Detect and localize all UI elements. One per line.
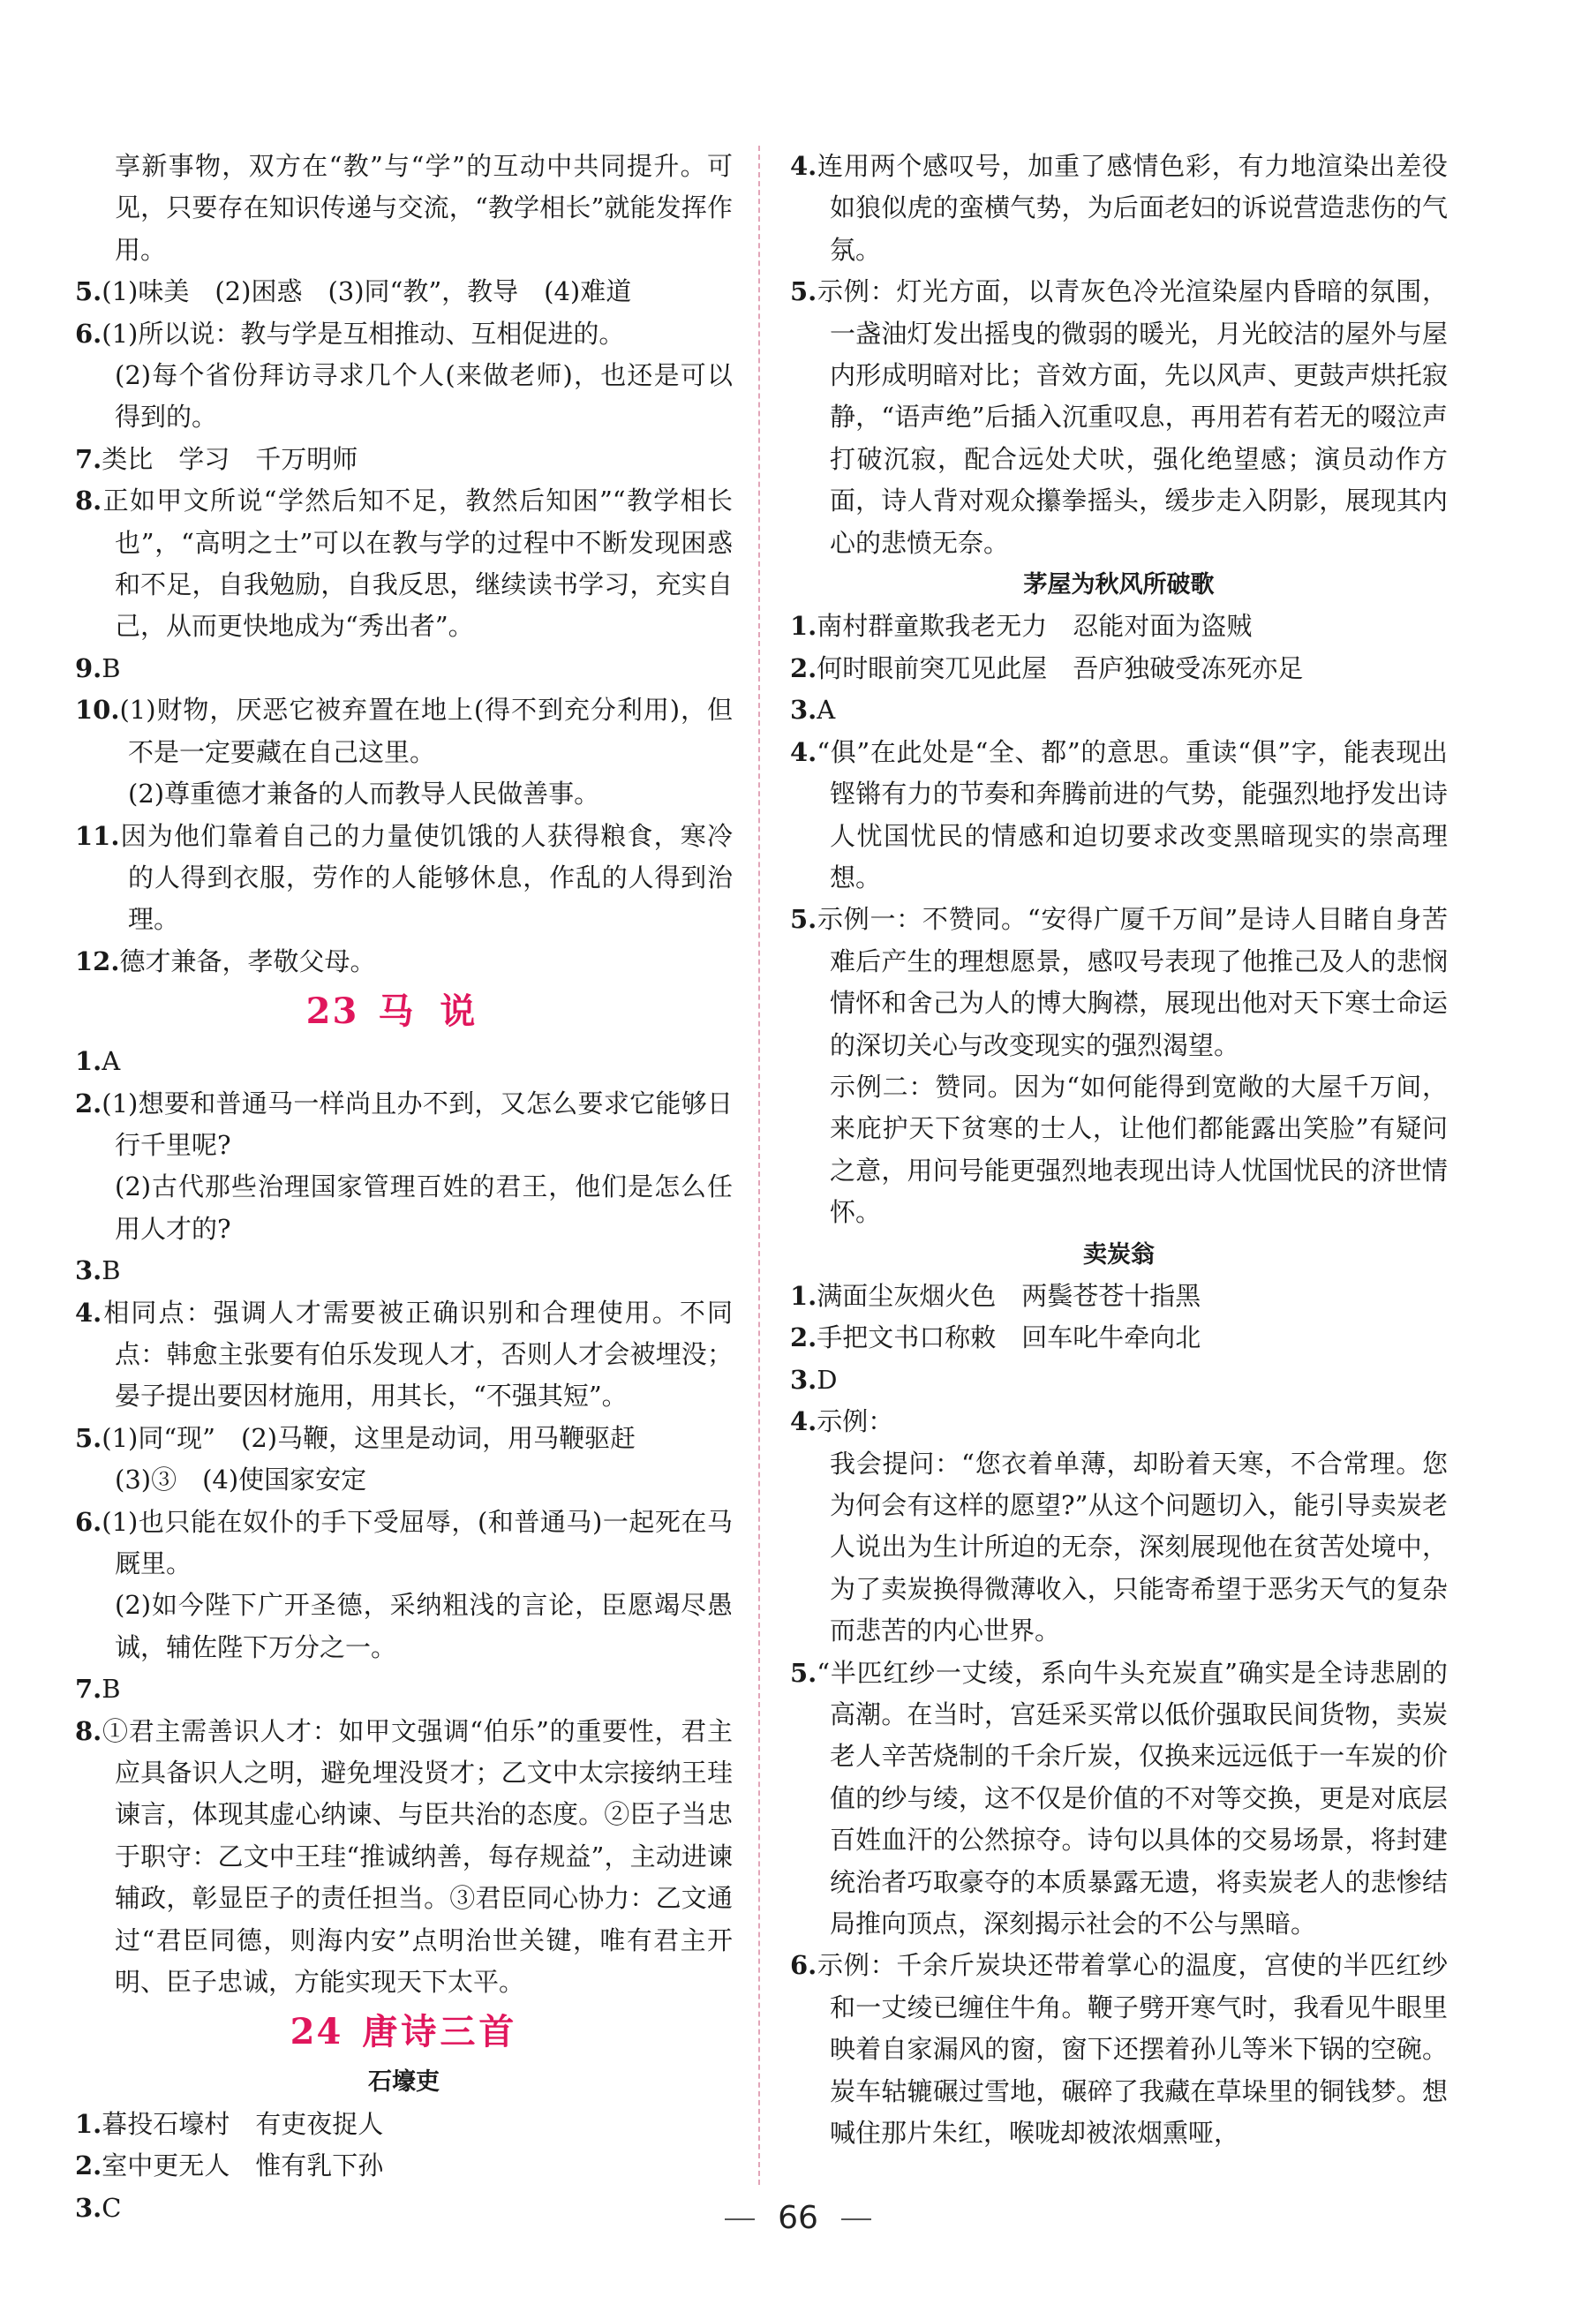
mashuo-answer-5-sub: (3)③ (4)使国家安定	[115, 1465, 367, 1495]
answer-7: 7.类比 学习 千万明师	[75, 443, 358, 474]
left-column	[75, 146, 733, 2229]
shihaoli-answer-1: 1.暮投石壕村 有吏夜捉人	[75, 2108, 384, 2139]
mashuo-answer-6-sub: (2)如今陛下广开圣德，采纳粗浅的言论，臣愿竭尽愚诚，辅佐陛下万分之一。	[115, 1590, 733, 1662]
answer-12: 12.德才兼备，孝敬父母。	[75, 945, 376, 976]
column-divider	[758, 146, 760, 2185]
maowu-answer-1: 1.南村群童欺我老无力 忍能对面为盗贼	[790, 611, 1253, 642]
mashuo-answer-2: 2.(1)想要和普通马一样尚且办不到，又怎么要求它能够日行千里呢?	[75, 1088, 733, 1160]
answer-9: 9.B	[75, 652, 121, 683]
mashuo-answer-8: 8.①君主需善识人才：如甲文强调“伯乐”的重要性，君主应具备识人之明，避免埋没贤才；乙文中太宗接纳王珪谏言，体现其虚心纳谏、与臣共治的态度。②臣子当忠于职守：乙文中王珪“推诚纳善，每存规益”，主动进谏辅政，彰显臣子的责任担当。③君臣同心协力：乙文通过“君臣同德，则海内安”点明治世关键，唯有君主开明、臣子忠诚，方能实现天下太平。	[75, 1715, 733, 1998]
answer-6: 6.(1)所以说：教与学是互相推动、互相促进的。	[75, 318, 625, 349]
section-title-maitanweng: 卖炭翁	[1083, 1240, 1155, 1269]
footer-dash-right	[841, 2218, 871, 2220]
shihaoli-answer-3: 3.C	[75, 2192, 122, 2223]
answer-10-sub: (2)尊重德才兼备的人而教导人民做善事。	[128, 779, 600, 810]
maitan-answer-4: 4.示例：	[790, 1406, 894, 1437]
right-column	[790, 146, 1448, 2155]
continued-text: 享新事物，双方在“教”与“学”的互动中共同提升。可见，只要存在知识传递与交流，“教学相长”就能发挥作用。	[115, 151, 733, 265]
section-title-shihaoli: 石壕吏	[368, 2068, 440, 2097]
maowu-answer-5-sub: 示例二：赞同。因为“如何能得到宽敞的大屋千万间，来庇护天下贫寒的士人，让他们都能露出笑脸”有疑问之意，用问号能更强烈地表现出诗人忧国忧民的济世情怀。	[830, 1071, 1448, 1228]
answer-6-sub: (2)每个省份拜访寻求几个人(来做老师)，也还是可以得到的。	[115, 360, 733, 433]
maowu-answer-5: 5.示例一：不赞同。“安得广厦千万间”是诗人目睹自身苦难后产生的理想愿景，感叹号表现了他推己及人的悲悯情怀和舍己为人的博大胸襟，展现出他对天下寒士命运的深切关心与改变现实的强烈渴望。	[790, 904, 1448, 1060]
page-footer	[0, 2200, 1596, 2236]
mashuo-answer-6: 6.(1)也只能在奴仆的手下受屈辱，(和普通马)一起死在马厩里。	[75, 1506, 733, 1578]
mashuo-answer-5: 5.(1)同“现” (2)马鞭，这里是动词，用马鞭驱赶	[75, 1422, 636, 1453]
section-title-maowu: 茅屋为秋风所破歌	[1023, 571, 1215, 599]
mashuo-answer-4: 4.相同点：强调人才需要被正确识别和合理使用。不同点：韩愈主张要有伯乐发现人才，否则人才会被埋没；晏子提出要因材施用，用其长，“不强其短”。	[75, 1297, 733, 1412]
maowu-answer-3: 3.A	[790, 695, 836, 726]
answer-5: 5.(1)味美 (2)困惑 (3)同“教”，教导 (4)难道	[75, 276, 632, 307]
chapter-heading-24: 24 唐诗三首	[290, 2011, 518, 2053]
maitan-answer-3: 3.D	[790, 1364, 838, 1395]
answer-8: 8.正如甲文所说“学然后知不足，教然后知困”“教学相长也”，“高明之士”可以在教与学的过程中不断发现困惑和不足，自我勉励，自我反思，继续读书学习，充实自己，从而更快地成为“秀出者”。	[75, 486, 733, 642]
maowu-answer-4: 4.“俱”在此处是“全、都”的意思。重读“俱”字，能表现出铿锵有力的节奏和奔腾前进的气势，能强烈地抒发出诗人忧国忧民的情感和迫切要求改变黑暗现实的崇高理想。	[790, 736, 1448, 892]
shihaoli-answer-4: 4.连用两个感叹号，加重了感情色彩，有力地渲染出差役如狼似虎的蛮横气势，为后面老妇的诉说营造悲伤的气氛。	[790, 151, 1448, 265]
answer-11: 11.因为他们靠着自己的力量使饥饿的人获得粮食，寒冷的人得到衣服，劳作的人能够休息，作乱的人得到治理。	[75, 820, 733, 935]
maowu-answer-2: 2.何时眼前突兀见此屋 吾庐独破受冻死亦足	[790, 652, 1304, 683]
footer-dash-left	[725, 2218, 755, 2220]
mashuo-answer-3: 3.B	[75, 1255, 121, 1286]
mashuo-answer-1: 1.A	[75, 1046, 121, 1077]
page-number: 66	[778, 2200, 818, 2236]
maitan-answer-2: 2.手把文书口称敕 回车叱牛牵向北	[790, 1322, 1201, 1353]
answer-10: 10.(1)财物，厌恶它被弃置在地上(得不到充分利用)，但不是一定要藏在自己这里。	[75, 695, 733, 767]
shihaoli-answer-2: 2.室中更无人 惟有乳下孙	[75, 2150, 384, 2181]
mashuo-answer-2-sub: (2)古代那些治理国家管理百姓的君王，他们是怎么任用人才的?	[115, 1171, 733, 1244]
maitan-answer-6: 6.示例：千余斤炭块还带着掌心的温度，宫使的半匹红纱和一丈绫已缠住牛角。鞭子劈开寒气时，我看见牛眼里映着自家漏风的窗，窗下还摆着孙儿等米下锅的空碗。炭车轱辘碾过雪地，碾碎了我藏在草垛里的铜钱梦。想喊住那片朱红，喉咙却被浓烟熏哑，	[790, 1950, 1448, 2149]
chapter-heading-23: 23 马说	[305, 990, 502, 1033]
maitan-answer-4-sub: 我会提问：“您衣着单薄，却盼着天寒，不合常理。您为何会有这样的愿望?”从这个问题切入，能引导卖炭老人说出为生计所迫的无奈，深刻展现他在贫苦处境中，为了卖炭换得微薄收入，只能寄希望于恶劣天气的复杂而悲苦的内心世界。	[830, 1448, 1448, 1646]
mashuo-answer-7: 7.B	[75, 1674, 121, 1705]
maitan-answer-5: 5.“半匹红纱一丈绫，系向牛头充炭直”确实是全诗悲剧的高潮。在当时，宫廷采买常以低价强取民间货物，卖炭老人辛苦烧制的千余斤炭，仅换来远远低于一车炭的价值的纱与绫，这不仅是价值的不对等交换，更是对底层百姓血汗的公然掠夺。诗句以具体的交易场景，将封建统治者巧取豪夺的本质暴露无遗，将卖炭老人的悲惨结局推向顶点，深刻揭示社会的不公与黑暗。	[790, 1657, 1448, 1939]
maitan-answer-1: 1.满面尘灰烟火色 两鬓苍苍十指黑	[790, 1280, 1201, 1311]
shihaoli-answer-5: 5.示例：灯光方面，以青灰色冷光渲染屋内昏暗的氛围，一盏油灯发出摇曳的微弱的暖光，月光皎洁的屋外与屋内形成明暗对比；音效方面，先以风声、更鼓声烘托寂静，“语声绝”后插入沉重叹息，再用若有若无的啜泣声打破沉寂，配合远处犬吠，强化绝望感；演员动作方面，诗人背对观众攥拳摇头，缓步走入阴影，展现其内心的悲愤无奈。	[790, 276, 1448, 558]
